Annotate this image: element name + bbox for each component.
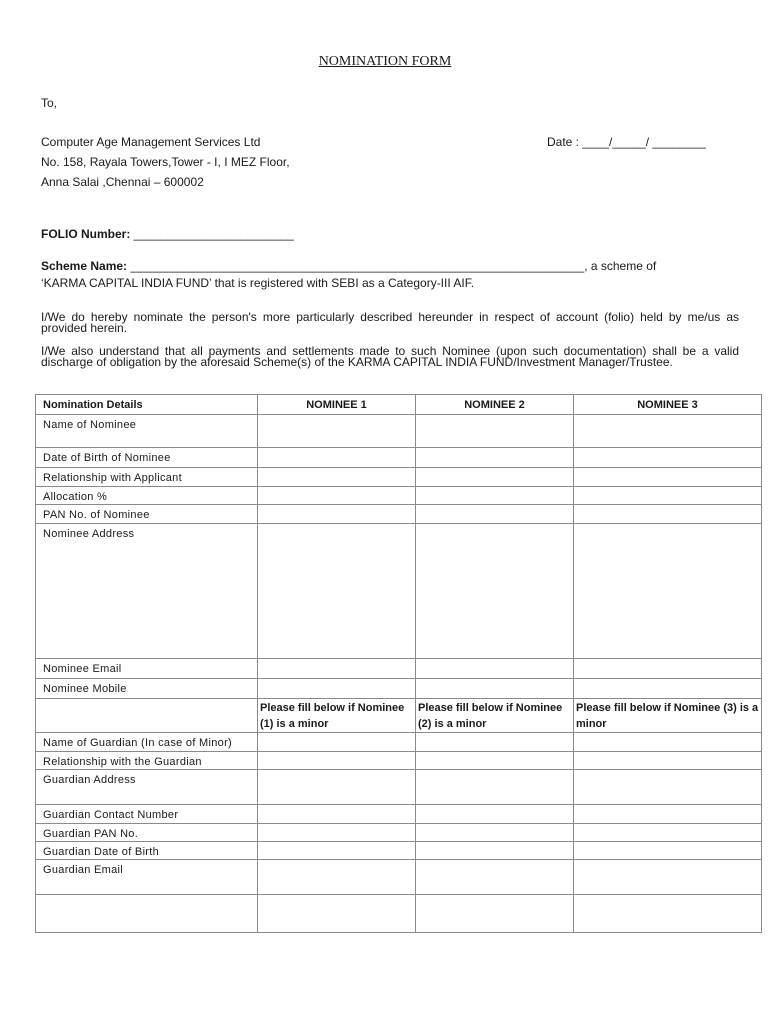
- guardian-2-pan-cell[interactable]: [416, 824, 574, 842]
- nominee-1-address-cell[interactable]: [258, 524, 416, 659]
- folio-label: FOLIO Number:: [41, 227, 131, 241]
- nominee-2-dob-cell[interactable]: [416, 448, 574, 468]
- scheme-blank: ____________________________________________________________________: [127, 259, 585, 273]
- nominee-2-name-cell[interactable]: [416, 415, 574, 448]
- nominee-1-name-cell[interactable]: [258, 415, 416, 448]
- scheme-suffix: , a scheme of: [584, 259, 657, 273]
- guardian-3-dob-cell[interactable]: [574, 842, 762, 860]
- row-label-mobile: Nominee Mobile: [36, 679, 258, 699]
- table-row: [36, 679, 762, 699]
- extra-blank-cell-3[interactable]: [574, 895, 762, 933]
- row-label-email: Nominee Email: [36, 659, 258, 679]
- minor-header-nominee-3: Please fill below if Nominee (3) is a minor: [574, 699, 762, 733]
- guardian-1-address-cell[interactable]: [258, 770, 416, 805]
- guardian-1-relationship-cell[interactable]: [258, 752, 416, 770]
- table-row: [36, 487, 762, 505]
- guardian-1-email-cell[interactable]: [258, 860, 416, 895]
- nominee-3-pan-cell[interactable]: [574, 505, 762, 524]
- guardian-2-relationship-cell[interactable]: [416, 752, 574, 770]
- table-row: [36, 824, 762, 842]
- guardian-3-address-cell[interactable]: [574, 770, 762, 805]
- table-header-row: [36, 395, 762, 415]
- guardian-3-name-cell[interactable]: [574, 733, 762, 752]
- guardian-2-contact-cell[interactable]: [416, 805, 574, 824]
- minor-header-nominee-2: Please fill below if Nominee (2) is a minor: [416, 699, 574, 733]
- discharge-paragraph: I/We also understand that all payments and settlements made to such Nominee (upon such documentation) shall be a valid discharge of obligation by the aforesaid Scheme(s) of the KARMA CAPITAL INDIA FUND/Investment Manager/Trustee.: [41, 344, 739, 369]
- nominee-2-pan-cell[interactable]: [416, 505, 574, 524]
- folio-blank: ________________________: [130, 227, 294, 241]
- scheme-label: Scheme Name:: [41, 259, 128, 273]
- table-row: [36, 805, 762, 824]
- nominee-1-allocation-cell[interactable]: [258, 487, 416, 505]
- nominee-3-relationship-cell[interactable]: [574, 468, 762, 487]
- row-label-pan: PAN No. of Nominee: [36, 505, 258, 524]
- table-row: [36, 860, 762, 895]
- table-row: [36, 505, 762, 524]
- table-row: [36, 752, 762, 770]
- guardian-2-name-cell[interactable]: [416, 733, 574, 752]
- table-row: [36, 733, 762, 752]
- row-label-dob: Date of Birth of Nominee: [36, 448, 258, 468]
- scheme-name-field[interactable]: [41, 259, 656, 273]
- nominee-3-mobile-cell[interactable]: [574, 679, 762, 699]
- minor-header-row: [36, 699, 762, 733]
- nominee-1-email-cell[interactable]: [258, 659, 416, 679]
- table-row: [36, 448, 762, 468]
- address-line-1: Computer Age Management Services Ltd: [41, 135, 261, 149]
- guardian-1-pan-cell[interactable]: [258, 824, 416, 842]
- row-label-allocation: Allocation %: [36, 487, 258, 505]
- nominee-1-dob-cell[interactable]: [258, 448, 416, 468]
- nominee-3-email-cell[interactable]: [574, 659, 762, 679]
- minor-header-blank: [36, 699, 258, 733]
- guardian-1-name-cell[interactable]: [258, 733, 416, 752]
- guardian-2-dob-cell[interactable]: [416, 842, 574, 860]
- nomination-paragraph: I/We do hereby nominate the person's more particularly described hereunder in respect of account (folio) held by me/us as provided herein.: [41, 310, 739, 335]
- form-title: NOMINATION FORM: [318, 54, 452, 69]
- nominee-3-dob-cell[interactable]: [574, 448, 762, 468]
- row-label-guardian-relationship: Relationship with the Guardian: [36, 752, 258, 770]
- header-nominee-3: NOMINEE 3: [574, 395, 762, 415]
- nominee-2-relationship-cell[interactable]: [416, 468, 574, 487]
- guardian-3-pan-cell[interactable]: [574, 824, 762, 842]
- table-row: [36, 842, 762, 860]
- guardian-2-email-cell[interactable]: [416, 860, 574, 895]
- row-label-guardian-email: Guardian Email: [36, 860, 258, 895]
- extra-blank-label-cell[interactable]: [36, 895, 258, 933]
- nominee-1-relationship-cell[interactable]: [258, 468, 416, 487]
- guardian-1-contact-cell[interactable]: [258, 805, 416, 824]
- scheme-description: ‘KARMA CAPITAL INDIA FUND’ that is registered with SEBI as a Category-III AIF.: [41, 276, 475, 290]
- nominee-1-pan-cell[interactable]: [258, 505, 416, 524]
- row-label-name-of-nominee: Name of Nominee: [36, 415, 258, 448]
- extra-blank-cell-1[interactable]: [258, 895, 416, 933]
- nomination-table: [35, 394, 762, 933]
- header-nominee-2: NOMINEE 2: [416, 395, 574, 415]
- row-label-relationship: Relationship with Applicant: [36, 468, 258, 487]
- guardian-3-email-cell[interactable]: [574, 860, 762, 895]
- row-label-guardian-contact: Guardian Contact Number: [36, 805, 258, 824]
- nominee-2-email-cell[interactable]: [416, 659, 574, 679]
- row-label-guardian-dob: Guardian Date of Birth: [36, 842, 258, 860]
- row-label-address: Nominee Address: [36, 524, 258, 659]
- nominee-1-mobile-cell[interactable]: [258, 679, 416, 699]
- salutation: To,: [41, 96, 58, 110]
- guardian-3-relationship-cell[interactable]: [574, 752, 762, 770]
- header-nomination-details: Nomination Details: [36, 395, 258, 415]
- guardian-2-address-cell[interactable]: [416, 770, 574, 805]
- date-field[interactable]: Date : ____/_____/ ________: [547, 135, 706, 149]
- table-row: [36, 895, 762, 933]
- table-row: [36, 468, 762, 487]
- table-row: [36, 659, 762, 679]
- row-label-guardian-pan: Guardian PAN No.: [36, 824, 258, 842]
- nominee-2-mobile-cell[interactable]: [416, 679, 574, 699]
- nominee-3-allocation-cell[interactable]: [574, 487, 762, 505]
- table-row: [36, 524, 762, 659]
- table-row: [36, 770, 762, 805]
- nominee-3-address-cell[interactable]: [574, 524, 762, 659]
- nominee-3-name-cell[interactable]: [574, 415, 762, 448]
- nominee-2-allocation-cell[interactable]: [416, 487, 574, 505]
- row-label-guardian-address: Guardian Address: [36, 770, 258, 805]
- address-line-2: No. 158, Rayala Towers,Tower - I, I MEZ Floor,: [41, 155, 290, 169]
- folio-number-field[interactable]: [41, 227, 294, 241]
- row-label-guardian-name: Name of Guardian (In case of Minor): [36, 733, 258, 752]
- guardian-3-contact-cell[interactable]: [574, 805, 762, 824]
- table-row: [36, 415, 762, 448]
- minor-header-nominee-1: Please fill below if Nominee (1) is a minor: [258, 699, 416, 733]
- extra-blank-cell-2[interactable]: [416, 895, 574, 933]
- nominee-2-address-cell[interactable]: [416, 524, 574, 659]
- header-nominee-1: NOMINEE 1: [258, 395, 416, 415]
- guardian-1-dob-cell[interactable]: [258, 842, 416, 860]
- address-line-3: Anna Salai ,Chennai – 600002: [41, 175, 204, 189]
